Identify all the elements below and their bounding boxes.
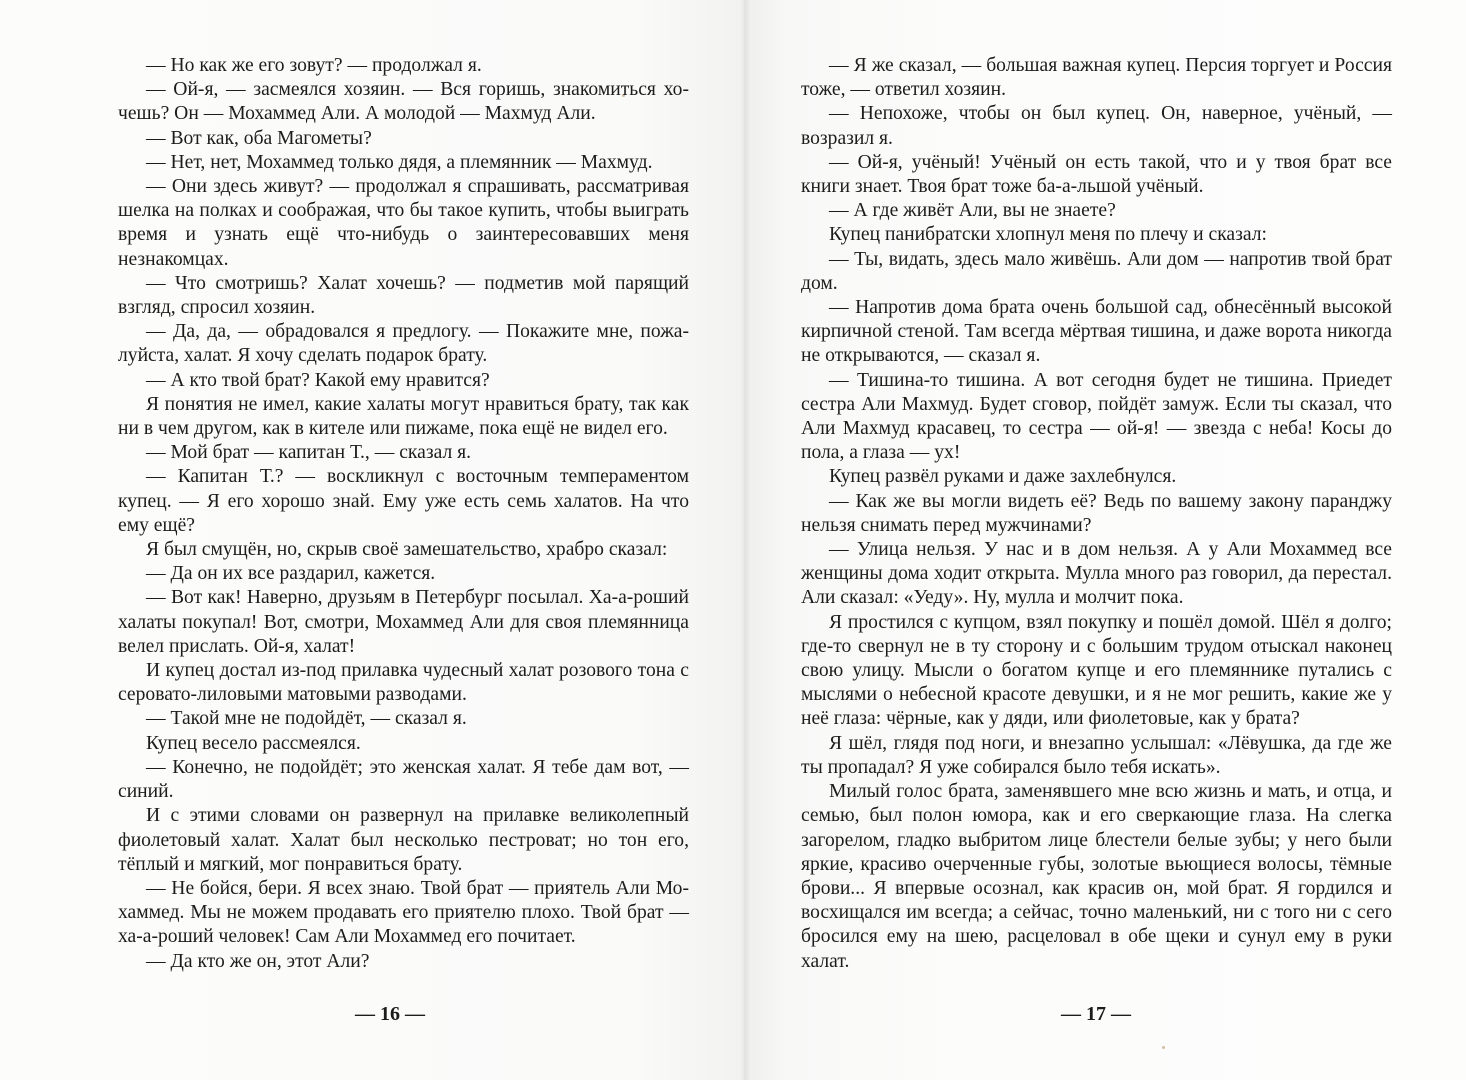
right-page-text (801, 54, 1392, 974)
paragraph: — Напротив дома брата очень большой сад, обнесённый высокой кирпичной стеной. Там всегда мёртвая тишина, и даже ворота никогда не открываются, — сказал я. (801, 297, 1392, 367)
paragraph: — А где живёт Али, вы не знаете? (829, 200, 1116, 222)
paragraph: Купец панибратски хлопнул меня по плечу и сказал: (829, 224, 1267, 246)
paragraph: — Да кто же он, этот Али? (146, 950, 370, 972)
paragraph: — Такой мне не подойдёт, — сказал я. (146, 708, 467, 730)
paragraph: И с этими словами он развернул на прилавке великолепный фиолетовый халат. Халат был несколько пестроват; но тон его, тёплый и мягкий, мог понравиться брату. (118, 805, 689, 875)
paragraph: — Я же сказал, — большая важная купец. Персия торгует и Россия тоже, — ответил хозяин. (801, 55, 1392, 101)
paragraph: — Они здесь живут? — продолжал я спрашивать, рассматривая шелка на полках и соображая, что бы такое купить, чтобы выиграть время и узнать ещё что-нибудь о заинтересовавших меня незнакомцах. (118, 176, 689, 270)
paragraph: — А кто твой брат? Какой ему нравится? (146, 369, 490, 391)
paragraph: — Да, да, — обрадовался я предлогу. — Покажите мне, пожалуйста, халат. Я хочу сделать подарок брату. (118, 321, 689, 367)
paper-speck (1162, 1046, 1165, 1049)
paragraph: Я шёл, глядя под ноги, и внезапно услышал: «Лёвушка, да где же ты пропадал? Я уже собирался было тебя искать». (801, 732, 1392, 778)
paragraph: — Нет, нет, Мохаммед только дядя, а племянник — Махмуд. (146, 151, 653, 173)
paragraph: — Да он их все раздарил, кажется. (146, 563, 436, 585)
paragraph: — Мой брат — капитан Т., — сказал я. (146, 442, 472, 464)
paragraph: — Тишина-то тишина. А вот сегодня будет не тишина. Приедет сестра Али Махмуд. Будет сговор, пойдёт замуж. Если ты сказал, что Али Махмуд красавец, то сестра — ой-я! — звезда с неба! Косы до пола, а глаза — ух! (801, 369, 1392, 464)
paragraph: — Конечно, не подойдёт; это женская халат. Я тебе дам вот, — синий. (118, 756, 689, 803)
paragraph: Купец весело рассмеялся. (146, 732, 361, 754)
paragraph: Милый голос брата, заменявшего мне всю жизнь и мать, и отца, и семью, был полон юмора, как и его сверкающие глаза. На слегка загорелом, гладко выбритом лице блестели белые зубы; у него были яркие, красиво очерченные губы, золотые вьющиеся волосы, тёмные брови... Я впервые осознал, как красив он, мой брат. Я гордился и восхищался им всегда; а сейчас, точно маленький, ни с того ни с сего бросился ему на шею, расцеловал в обе щеки и сунул ему в руки халат. (801, 781, 1392, 972)
paragraph: — Ой-я, — засмеялся хозяин. — Вся горишь, знакомиться хочешь? Он — Мохаммед Али. А молодой — Махмуд Али. (118, 79, 689, 125)
paragraph: — Капитан Т.? — воскликнул с восточным темпераментом купец. — Я его хорошо знай. Ему уже есть семь халатов. На что ему ещё? (118, 466, 689, 536)
left-page-text (118, 54, 689, 974)
paragraph: Я простился с купцом, взял покупку и пошёл домой. Шёл я долго; где-то свернул не в ту сторону и с большим трудом отыскал наконец свою улицу. Мысли о богатом купце и его племяннике путались с мыслями о небесной красоте девушки, и я не мог решить, какие же у неё глаза: чёрные, как у дяди, или фиолетовые, как у брата? (801, 611, 1392, 730)
paragraph: — Улица нельзя. У нас и в дом нельзя. А у Али Мохаммед все женщины дома ходит открыта. Мулла много раз говорил, да перестал. Али сказал: «Уеду». Ну, мулла и молчит пока. (801, 539, 1392, 609)
paragraph: — Не бойся, бери. Я всех знаю. Твой брат — приятель Али Мохаммед. Мы не можем продавать его приятелю плохо. Твой брат — ха-а-роший человек! Сам Али Мохаммед его почитает. (118, 877, 689, 948)
paragraph: — Непохоже, чтобы он был купец. Он, наверное, учёный, — возразил я. (801, 103, 1392, 149)
paragraph: — Но как же его зовут? — продолжал я. (146, 55, 482, 76)
page-gutter (740, 0, 750, 1080)
page-number: — 16 — (355, 1003, 425, 1025)
paragraph: — Что смотришь? Халат хочешь? — подметив мой парящий взгляд, спросил хозяин. (118, 272, 689, 319)
paragraph: — Как же вы могли видеть её? Ведь по вашему закону паранджу нельзя снимать перед мужчинами? (801, 490, 1392, 536)
paragraph: — Вот как! Наверно, друзьям в Петербург посылал. Ха-а-роший халаты покупал! Вот, смотри, Мохаммед Али для своя племянница велел прислать. Ой-я, халат! (118, 587, 689, 657)
paragraph: Я был смущён, но, скрыв своё замешательство, храбро сказал: (146, 539, 668, 561)
paragraph: — Вот как, оба Магометы? (146, 127, 372, 149)
paragraph: И купец достал из-под прилавка чудесный халат розового тона с серовато-лиловыми матовыми разводами. (118, 660, 689, 706)
paragraph: — Ты, видать, здесь мало живёшь. Али дом — напротив твой брат дом. (801, 248, 1392, 294)
paragraph: Купец развёл руками и даже захлебнулся. (829, 466, 1177, 488)
paragraph: — Ой-я, учёный! Учёный он есть такой, что и у твоя брат все книги знает. Твоя брат тоже ба-а-льшой учёный. (801, 151, 1392, 198)
page-number: — 17 — (1061, 1003, 1131, 1025)
paragraph: Я понятия не имел, какие халаты могут нравиться брату, так как ни в чем другом, как в кителе или пижаме, пока ещё не видел его. (118, 393, 689, 440)
